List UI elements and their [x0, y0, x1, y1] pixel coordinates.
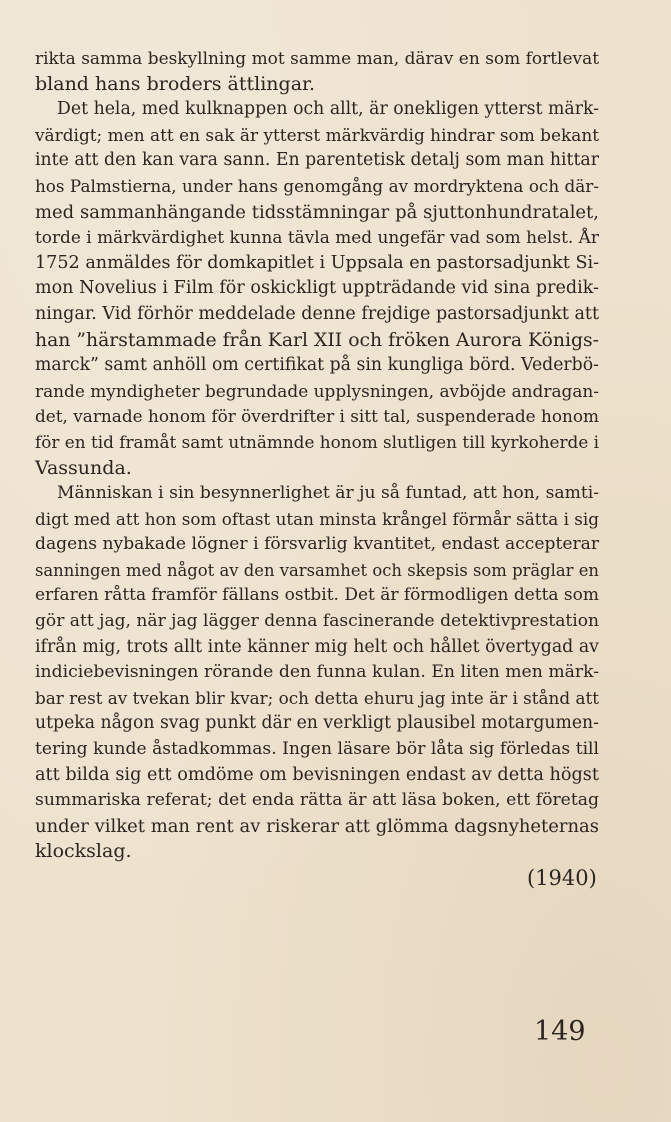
text-line: gör att jag, när jag lägger denna fascinerande detektivprestation: [35, 611, 600, 632]
text-line: sanningen med något av den varsamhet och skepsis som präglar en: [35, 560, 599, 580]
text-line: bar rest av tvekan blir kvar; och detta ehuru jag inte är i stånd att: [35, 687, 599, 708]
text-line: rande myndigheter begrundade upplysningen, avböjde andragan-: [35, 380, 600, 401]
text-line: att bilda sig ett omdöme om bevisningen endast av detta högst: [35, 764, 599, 785]
body-text: [35, 46, 599, 865]
text-line: klockslag.: [35, 840, 132, 863]
text-line: under vilket man rent av riskerar att glömma dagsnyheternas: [35, 815, 599, 837]
text-line: marck” samt anhöll om certifikat på sin kungliga börd. Vederbö-: [35, 355, 599, 376]
text-line: indiciebevisningen rörande den funna kulan. En liten men märk-: [35, 662, 600, 683]
text-line: inte att den kan vara sann. En parentetisk detalj som man hittar: [35, 150, 599, 171]
publication-year: (1940): [527, 866, 597, 890]
text-line: rikta samma beskyllning mot samme man, därav en som fortlevat: [35, 48, 600, 68]
text-line: med sammanhängande tidsstämningar på sjuttonhundratalet,: [35, 201, 599, 223]
text-line: Vassunda.: [35, 456, 132, 479]
text-line: bland hans broders ättlingar.: [35, 72, 316, 95]
text-line: torde i märkvärdighet kunna tävla med ungefär vad som helst. År: [35, 227, 599, 248]
text-line: utpeka någon svag punkt där en verkligt plausibel motargumen-: [35, 713, 599, 734]
text-line: dagens nybakade lögner i försvarlig kvantitet, endast accepterar: [35, 534, 599, 555]
text-line: digt med att hon som oftast utan minsta krångel förmår sätta i sig: [35, 508, 600, 529]
text-line: mon Novelius i Film för oskickligt uppträdande vid sina predik-: [35, 278, 599, 299]
text-line: ifrån mig, trots allt inte känner mig helt och hållet övertygad av: [35, 636, 599, 657]
text-line: 1752 anmäldes för domkapitlet i Uppsala en pastorsadjunkt Si-: [35, 252, 600, 273]
page-number: 149: [534, 1016, 586, 1047]
text-line: det, varnade honom för överdrifter i sitt tal, suspenderade honom: [35, 406, 600, 427]
text-line: han ”härstammade från Karl XII och fröken Aurora Königs-: [35, 329, 599, 351]
text-line: summariska referat; det enda rätta är att läsa boken, ett företag: [35, 790, 599, 811]
text-line: Människan i sin besynnerlighet är ju så funtad, att hon, samti-: [57, 483, 599, 504]
text-line: Det hela, med kulknappen och allt, är onekligen ytterst märk-: [57, 99, 599, 120]
text-line: erfaren råtta framför fällans ostbit. Det är förmodligen detta som: [35, 585, 599, 606]
text-line: hos Palmstierna, under hans genomgång av mordryktena och där-: [35, 175, 599, 196]
text-line: värdigt; men att en sak är ytterst märkvärdig hindrar som bekant: [35, 124, 600, 145]
text-line: ningar. Vid förhör meddelade denne frejdige pastorsadjunkt att: [35, 303, 599, 324]
text-line: för en tid framåt samt utnämnde honom slutligen till kyrkoherde i: [35, 431, 600, 452]
text-line: tering kunde åstadkommas. Ingen läsare bör låta sig förledas till: [35, 739, 599, 760]
